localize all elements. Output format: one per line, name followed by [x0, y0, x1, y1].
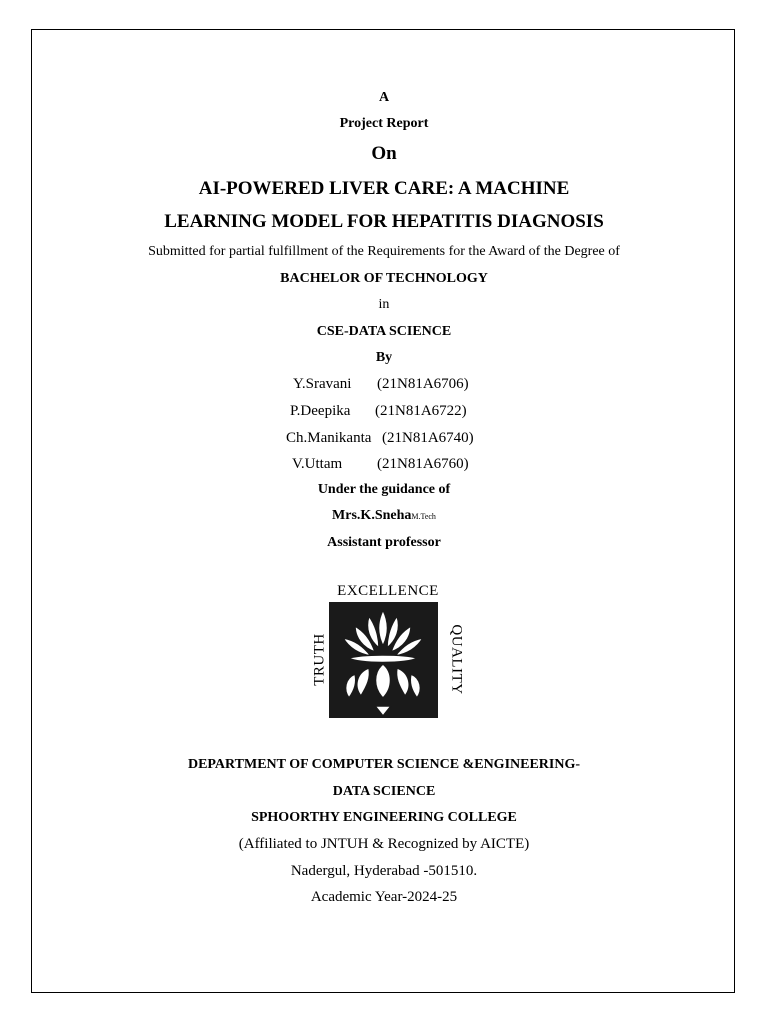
guide-line — [0, 509, 768, 523]
logo-quality-text: QUALITY — [448, 624, 465, 695]
department-line2: DATA SCIENCE — [332, 784, 436, 799]
degree-name: BACHELOR OF TECHNOLOGY — [280, 271, 488, 286]
guide-name: Mrs.K.Sneha — [332, 508, 412, 523]
academic-year: Academic Year-2024-25 — [310, 889, 458, 905]
department-line1: DEPARTMENT OF COMPUTER SCIENCE &ENGINEERING- — [187, 757, 581, 772]
report-title-line1: AI-POWERED LIVER CARE: A MACHINE — [198, 178, 570, 199]
cover-on: On — [371, 143, 397, 164]
cover-by: By — [375, 350, 393, 365]
college-name: SPHOORTHY ENGINEERING COLLEGE — [251, 810, 517, 825]
college-affiliation: (Affiliated to JNTUH & Recognized by AICTE) — [238, 836, 530, 852]
submitted-statement: Submitted for partial fulfillment of the Requirements for the Award of the Degree of — [148, 244, 620, 259]
guidance-label: Under the guidance of — [317, 482, 451, 497]
report-title-line2: LEARNING MODEL FOR HEPATITIS DIAGNOSIS — [164, 211, 604, 232]
guide-designation: Assistant professor — [327, 535, 441, 550]
guide-qualification: M.Tech — [411, 512, 436, 521]
branch-name: CSE-DATA SCIENCE — [316, 324, 452, 339]
cover-line-a: A — [378, 90, 390, 105]
lotus-icon — [329, 602, 438, 718]
student-roll: (21N81A6706) — [377, 376, 469, 392]
student-name: Ch.Manikanta — [286, 430, 372, 446]
student-roll: (21N81A6760) — [377, 456, 469, 472]
student-name: Y.Sravani — [293, 376, 352, 392]
college-address: Nadergul, Hyderabad -501510. — [290, 863, 478, 879]
student-roll: (21N81A6740) — [382, 430, 474, 446]
student-name: V.Uttam — [292, 456, 343, 472]
student-roll: (21N81A6722) — [375, 403, 467, 419]
student-name: P.Deepika — [290, 403, 351, 419]
logo-excellence-text: EXCELLENCE — [337, 583, 439, 599]
cover-project-report: Project Report — [339, 116, 429, 131]
cover-in: in — [378, 297, 390, 312]
logo-truth-text: TRUTH — [311, 633, 328, 686]
lotus-emblem-icon — [329, 602, 438, 718]
college-logo — [308, 584, 468, 720]
